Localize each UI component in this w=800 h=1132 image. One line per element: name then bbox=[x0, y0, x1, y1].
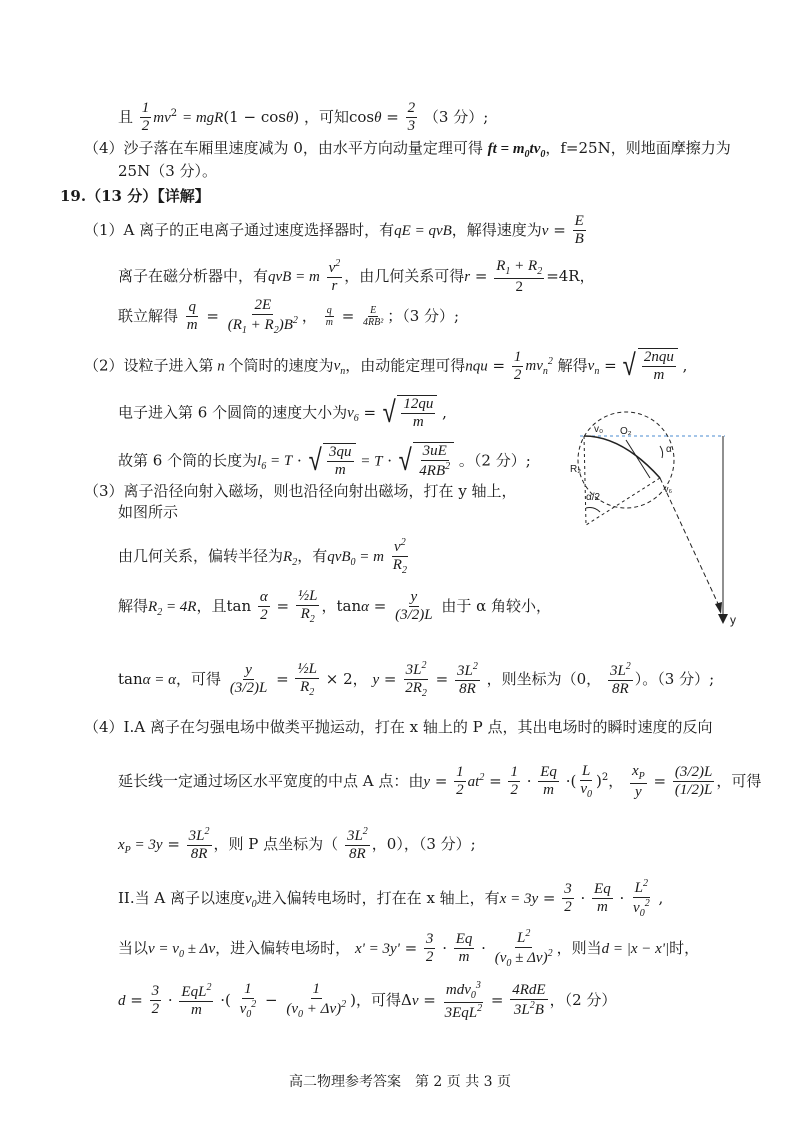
q19-part4-line1: （4）I.A 离子在匀强电场中做类平抛运动，打在 x 轴上的 P 点，其出电场时的瞬时速度的反向 bbox=[84, 718, 713, 736]
q19-part4-line2: 延长线一定通过场区水平宽度的中点 A 点：由y = $\frac{1}{2}$ $at^2$ = $\frac{1}{2}$ · $\frac{Eq}{m}$ ·( $\frac{L}{v_0}$ )$^2$， $\frac{x_P}{y}$ = $\frac{(3/2)L}{(1/2)L}$ ，可得 bbox=[118, 763, 762, 801]
q19-part2-line2: 电子进入第 6 个圆筒的速度大小为$v_6$ = √ $\frac{12qu}{m}$ , bbox=[118, 395, 447, 431]
alpha-label: α bbox=[666, 444, 672, 455]
eq-energy-line: 且 $\frac{1}{2}$ $mv^2 = mgR(1 - \cos\theta)$ ，可知cosθ = $\frac{2}{3}$ （3 分）; bbox=[118, 100, 489, 135]
y-axis-label: y bbox=[730, 613, 736, 627]
q19-part1-line2: 离子在磁分析器中，有qvB = m $\frac{v^2}{r}$ ，由几何关系可得r = $\frac{R_1 + R_2}{2}$ =4R， bbox=[118, 258, 595, 295]
q19-part4-line6: d = $\frac{3}{2}$ · $\frac{EqL^2}{m}$ ·( $\frac{1}{v_0^2}$ − $\frac{1}{(v_0 + \Delta v)^2}$ )，可得Δv = $\frac{mdv_0^3}{3EqL^2}$ = $\frac{\text{4RdE}}{3L^2B}$ ，（2 分） bbox=[118, 980, 617, 1021]
q19-part1-line1: （1）A 离子的正电离子通过速度选择器时，有qE = qvB，解得速度为v = $\frac{E}{B}$ bbox=[84, 213, 584, 248]
deflection-diagram bbox=[560, 400, 760, 640]
v6-label: v₆ bbox=[664, 484, 673, 494]
center-line bbox=[626, 440, 650, 478]
q19-part3-line5: tanα = α，可得 $\frac{y}{(3/2)L}$ = $\frac{\text{½L}}{R_2}$ × 2， y = $\frac{3L^2}{2R_2}$ = $\frac{3L^2}{8R}$ ，则坐标为（0， $\frac{3L^2}{8R}$ ）。（3 分）; bbox=[118, 660, 715, 700]
radius-1 bbox=[584, 436, 586, 525]
q19-part3-line2: 如图所示 bbox=[118, 503, 179, 521]
page-footer: 高二物理参考答案 第 2 页 共 3 页 bbox=[288, 1074, 512, 1090]
v0-label: v₀ bbox=[594, 424, 604, 435]
q19-part4-line5: 当以$v = v_0 \pm \Delta v$，进入偏转电场时， x' = 3y' = $\frac{3}{2}$ · $\frac{Eq}{m}$ · $\frac{L^2}{(v_0 \pm \Delta v)^2}$ ，则当d = |x − x'|时， bbox=[118, 928, 700, 970]
part4-momentum-line: （4）沙子落在车厢里速度减为 0，由水平方向动量定理可得 ft = $m_0tv_0$，f=25N，则地面摩擦力为 bbox=[84, 139, 731, 160]
alpha-arc bbox=[660, 446, 663, 458]
q19-part1-line3: 联立解得 $\frac{q}{m}$ = $\frac{2E}{(R_1 + R_2)B^2}$ ， $\frac{q}{m}$ = $\frac{E}{\text{4RB²}}$ ；（3 分）; bbox=[118, 297, 460, 337]
q19-part2-line1: （2）设粒子进入第 n 个筒时的速度为$v_n$，由动能定理可得nqu = $\frac{1}{2}$ $mv_n^2$ 解得$v_n$ = √ $\frac{\text{2nqu}}{m}$ , bbox=[84, 348, 688, 384]
q19-part3-line4: 解得$R_2 = 4R$，且tan $\frac{\alpha}{2}$ = $\frac{\text{½L}}{R_2}$ ，tanα = $\frac{y}{(3/2)L}$ 由于 α 角较小， bbox=[118, 588, 552, 626]
half-alpha-label: α/2 bbox=[586, 492, 601, 503]
q19-part4-line4: II.当 A 离子以速度$v_0$进入偏转电场时，打在在 x 轴上，有x = 3y = $\frac{3}{2}$ · $\frac{Eq}{m}$ · $\frac{L^2}{v_0^2}$ , bbox=[118, 878, 664, 920]
exit-arrow bbox=[715, 602, 722, 614]
r2-label: R₂ bbox=[570, 464, 582, 475]
y-arrow-head bbox=[718, 614, 728, 624]
q19-part4-line3: $x_P = 3y$ = $\frac{3L^2}{8R}$ ，则 P 点坐标为（ $\frac{3L^2}{8R}$ ，0），（3 分）; bbox=[118, 826, 476, 863]
ion-arc bbox=[584, 436, 660, 478]
q19-heading: 19.（13 分）【详解】 bbox=[60, 187, 210, 205]
o2-label: O₂ bbox=[620, 426, 632, 437]
part4-result: 25N（3 分）。 bbox=[118, 162, 218, 180]
exit-line bbox=[660, 478, 720, 608]
q19-part3-line3: 由几何关系，偏转半径为$R_2$，有qvB$_0$ = m $\frac{v^2}{R_2}$ bbox=[118, 537, 407, 577]
q19-part3-line1: （3）离子沿径向射入磁场，则也沿径向射出磁场，打在 y 轴上， bbox=[84, 482, 517, 500]
half-alpha-arc bbox=[586, 508, 600, 513]
q19-part2-line3: 故第 6 个筒的长度为$l_6 = T$ · √ $\frac{3qu}{m}$ = T · √ $\frac{3uE}{4RB^2}$ 。（2 分）; bbox=[118, 443, 531, 480]
